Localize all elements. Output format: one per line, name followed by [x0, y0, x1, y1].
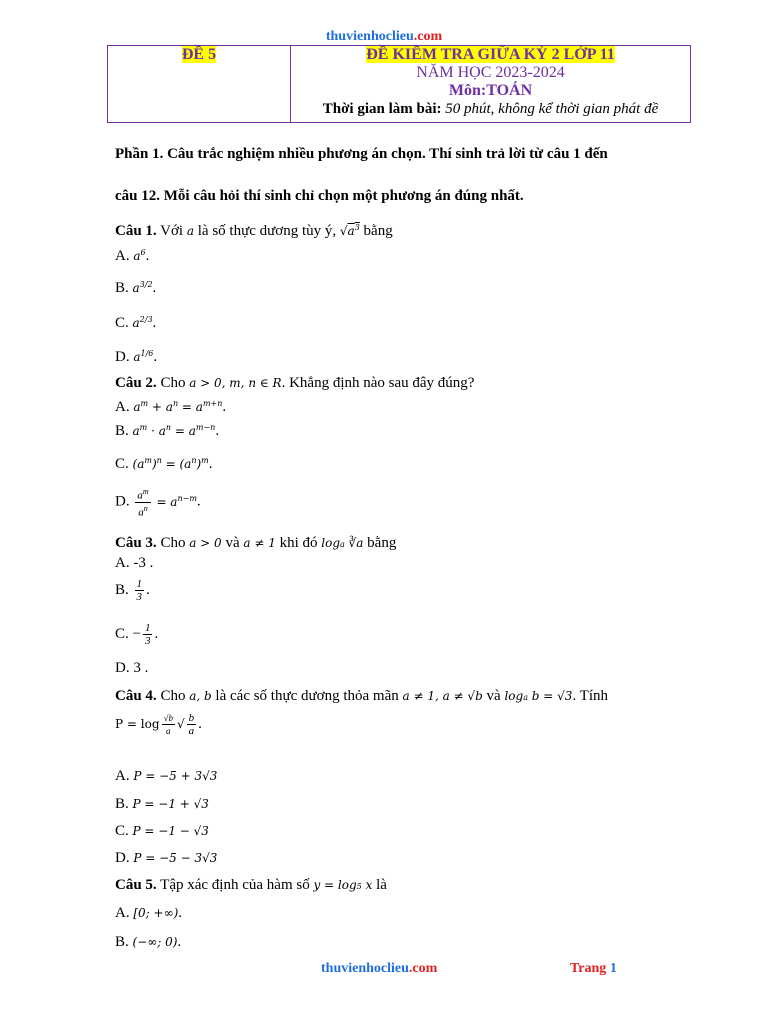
school-year: NĂM HỌC 2023-2024: [416, 64, 565, 81]
q3-text: khi đó: [275, 535, 322, 551]
q3-text: bằng: [363, 535, 397, 551]
footer-site-name: thuvienhoclieu: [321, 961, 409, 976]
question-1: [115, 223, 393, 240]
site-domain: .com: [413, 29, 443, 44]
q1-option-c: C. $a^{2/3}$.: [115, 315, 157, 331]
q2-label: Câu 2.: [115, 375, 157, 391]
q4-text: là các số thực dương thỏa mãn: [211, 688, 403, 704]
q4-label: Câu 4.: [115, 688, 157, 704]
site-name: thuvienhoclieu: [325, 29, 414, 44]
option-letter: A.: [115, 248, 130, 264]
option-letter: C.: [115, 625, 129, 642]
q1-math-a: a: [186, 224, 195, 238]
question-2: [115, 375, 474, 392]
q4-option-b: B. P = −1 + √3: [115, 796, 209, 812]
option-letter: C.: [115, 823, 129, 839]
page-num: 1: [609, 961, 617, 976]
q1-text: Với: [156, 223, 187, 239]
section-heading-line2: câu 12. Mỗi câu hỏi thí sinh chỉ chọn một phương án đúng nhất.: [115, 188, 524, 204]
time-limit: [291, 100, 690, 118]
question-4: Câu 4. Cho a, b là các số thực dương thỏa mãn a ≠ 1, a ≠ √b và loga b = √3. Tính: [115, 688, 608, 704]
q3-option-c: C. − $\frac{1}{3}$ .: [115, 622, 159, 647]
option-letter: D.: [115, 349, 130, 365]
q3-option-b: B. $\frac{1}{3}$ .: [115, 578, 150, 603]
option-letter: B.: [115, 423, 129, 439]
q3-text: và: [221, 535, 244, 551]
q3-text: Cho: [156, 535, 190, 551]
q4-option-a: A. P = −5 + 3√3: [115, 768, 218, 784]
exam-info-cell: [291, 46, 691, 123]
q4-text: Cho: [156, 688, 190, 704]
option-letter: C.: [115, 315, 129, 331]
q1-label: Câu 1.: [115, 223, 157, 239]
option-letter: A.: [115, 399, 130, 415]
q4-expression: P = log $\frac{√b}{a}$ √ $\frac{b}{a}$ .: [115, 712, 202, 737]
q1-option-b: B. $a^{3/2}$.: [115, 280, 157, 296]
time-value: 50 phút, không kể thời gian phát đề: [441, 101, 659, 117]
exam-title: ĐỀ KIỂM TRA GIỮA KỲ 2 LỚP 11: [366, 46, 615, 63]
subject: Môn:TOÁN: [448, 82, 533, 99]
q2-option-a: A. $a^m + a^n = a^{m+n}$.: [115, 399, 227, 415]
option-letter: B.: [115, 796, 129, 812]
exam-code: ĐỀ 5: [181, 46, 217, 63]
q1-option-d: D. $a^{1/6}$.: [115, 349, 158, 365]
question-3: Câu 3. Cho a > 0 và a ≠ 1 khi đó loga ∛a bằng: [115, 535, 397, 551]
q4-text: và: [482, 688, 505, 704]
q4-option-c: C. P = −1 − √3: [115, 823, 209, 839]
q3-option-a: A. -3 .: [115, 555, 154, 571]
footer-site-domain: .com: [408, 961, 438, 976]
option-letter: A.: [115, 905, 130, 921]
option-letter: D.: [115, 850, 130, 866]
q1-text: là số thực dương tùy ý,: [194, 223, 340, 239]
q2-math-cond: a > 0, m, n ∈ R: [189, 376, 282, 390]
q4-text: . Tính: [572, 688, 608, 704]
q3-option-d: D. 3 .: [115, 660, 149, 676]
footer-site: [321, 961, 437, 977]
q2-option-d: D. $\frac{a^m}{a^n}$ = $a^{n-m}$.: [115, 487, 201, 519]
option-letter: D.: [115, 493, 130, 510]
q3-label: Câu 3.: [115, 535, 157, 551]
option-letter: B.: [115, 934, 129, 950]
q5-text: Tập xác định của hàm số: [156, 877, 314, 893]
q5-option-b: B. (−∞; 0).: [115, 934, 182, 950]
q4-option-d: D. P = −5 − 3√3: [115, 850, 218, 866]
option-letter: A.: [115, 768, 130, 784]
q2-text: Cho: [156, 375, 190, 391]
q2-option-b: B. $a^m \cdot a^n = a^{m-n}$.: [115, 423, 220, 439]
exam-code-cell: [108, 46, 291, 123]
option-letter: B.: [115, 280, 129, 296]
option-letter: C.: [115, 456, 129, 472]
section-heading-line1: Phần 1. Câu trắc nghiệm nhiều phương án chọn. Thí sinh trả lời từ câu 1 đến: [115, 146, 608, 162]
q1-math-root: $√a^3$: [339, 223, 360, 238]
q1-text: bằng: [359, 223, 393, 239]
page-number: [570, 961, 617, 977]
site-watermark-top: [0, 29, 768, 45]
q5-option-a: A. [0; +∞).: [115, 905, 182, 921]
q5-label: Câu 5.: [115, 877, 157, 893]
option-letter: B.: [115, 581, 129, 598]
q5-text: là: [372, 877, 387, 893]
page-label: Trang: [570, 961, 610, 976]
q2-text: . Khẳng định nào sau đây đúng?: [281, 375, 475, 391]
time-label: Thời gian làm bài:: [322, 101, 442, 117]
question-5: Câu 5. Tập xác định của hàm số y = log5 x là: [115, 877, 387, 893]
exam-header-table: [107, 45, 691, 123]
q2-option-c: C. $(a^m)^n = (a^n)^m$.: [115, 456, 213, 472]
q1-option-a: A. $a^6$.: [115, 248, 150, 264]
